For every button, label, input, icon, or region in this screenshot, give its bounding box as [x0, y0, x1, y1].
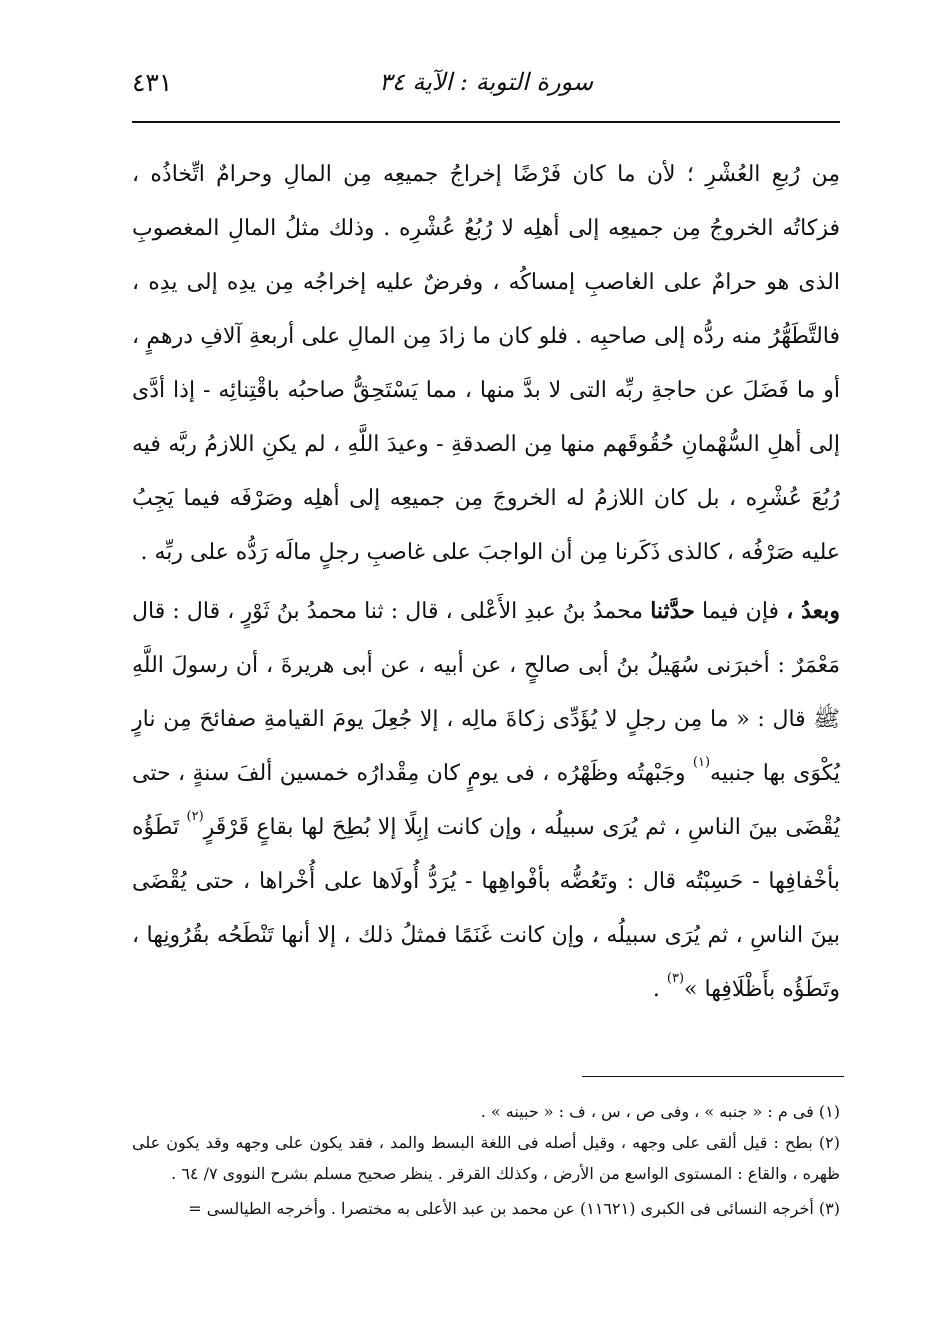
paragraph-1	[132, 148, 840, 580]
text-line: قال مَعْمَرٌ : أخبرَنى سُهَيلُ بنُ أبى صالحٍ ، عن أبيه ، عن أبى هريرةَ ، أن	[132, 599, 840, 678]
main-text	[132, 148, 840, 1017]
text-line: تَطَؤُه بأخْفافِها - حَسِبْتُه قال : وتَعُضُّه بأفْواهِها - يُرَدُّ أُولَاها على أُخْراها ، حتى	[132, 815, 840, 894]
footnotes	[132, 1096, 840, 1224]
text-line: غاصبِ رجلٍ مالَه رَدُّه على ربِّه .	[140, 540, 426, 565]
text-fragment: فإن فيما	[694, 599, 787, 624]
footnote-marker-2[interactable]: (٢)	[186, 809, 204, 824]
text-line: صاحبِه . فلو كان ما زادَ مِن المالِ على أربعةِ آلافِ درهمٍ ، أو ما فَضَلَ عن حاجةِ ربِّه التى	[132, 324, 840, 403]
text-line: مِن رُبعِ العُشْرِ ؛ لأن ما كان فَرْضًا إخراجُ جميعِه مِن المالِ وحرامٌ اتِّخاذُه ، فزكاتُه	[132, 162, 840, 241]
text-line: جميعِه إلى أهلِه وصَرْفَه فيما يَجِبُ عليه صَرْفُه ، كالذى ذَكَرنا مِن أن الواجبَ على	[132, 486, 840, 565]
paragraph-2	[132, 584, 840, 1017]
text-line: يُقْضَى بينَ الناسِ ، ثم يُرَى سبيلُه ، وإن كانت غَنَمًا فمثلُ ذلك ، إلا أنها تَنْطَحُه	[132, 869, 840, 948]
page-number: ٤٣١	[132, 68, 173, 97]
footnote-line: (٢) بطح : قيل ألقى على وجهه ، وقيل أصله فى اللغة البسط والمد ، فقد يكون على وجهه وقد	[205, 1133, 840, 1152]
footnote-line: النووى ٧/ ٦٤ .	[171, 1164, 266, 1183]
footnote-marker-3[interactable]: (٣)	[666, 971, 685, 986]
text-fragment: بقُرُونِها ، وتَطَؤُه بأَظْلَافِها »	[132, 923, 840, 1002]
text-line: الصدقةِ - وعيدَ اللَّهِ ، لم يكنِ اللازمُ ربَّه فيه رُبُعَ عُشْرِه ، بل كان اللازمُ له الخروجَ مِن	[132, 432, 840, 511]
text-fragment: مِن نارٍ يُكْوَى بها جنبيه	[132, 707, 841, 786]
page-header	[132, 64, 840, 114]
text-fragment: محمدُ بنُ عبدِ الأَعْلى ، قال : ثنا محمدُ بنُ ثَوْرٍ ، قال :	[172, 599, 651, 624]
footnote-line: يكون على ظهره ، والقاع : المستوى الواسع من الأرض ، وكذلك القرقر . ينظر صحيح مسلم بشرح	[132, 1133, 840, 1183]
footnote-separator	[582, 1076, 844, 1077]
text-line: رسولَ اللَّهِ ﷺ قال : « ما مِن رجلٍ لا يُؤَدِّى زكاةَ مالِه ، إلا جُعِلَ يومَ القيامةِ صفائحَ	[132, 653, 840, 732]
text-fragment: وجَبْهتُه وظَهْرُه ، فى يومٍ كان مِقْدارُه خمسين ألفَ سنةٍ ،	[178, 761, 693, 786]
footnote-marker-1[interactable]: (١)	[692, 755, 711, 770]
footnote-3: (٣) أخرجه النسائى فى الكبرى (١١٦٢١) عن محمد بن عبد الأعلى به مختصرا . وأخرجه الطيالسى =	[188, 1199, 840, 1218]
text-line: لا بدَّ منها ، مما يَسْتَحِقُّ صاحبُه باقْتِنائِه - إذا أدَّى إلى أهلِ السُّهْمانِ حُقُوقَهم منها مِن	[132, 378, 840, 457]
text-line: الخروجُ مِن جميعِه إلى أهلِه لا رُبُعُ عُشْرِه . وذلك مثلُ المالِ المغصوبِ الذى هو حرامٌ	[132, 216, 840, 295]
text-fragment: .	[652, 977, 667, 1002]
header-rule	[132, 121, 840, 123]
running-title: سورة التوبة : الآية ٣٤	[378, 68, 594, 96]
footnote-1: (١) فى م : « جنبه » ، وفى ص ، س ، ف : « حبينه » .	[480, 1102, 840, 1121]
bold-haddathana: حدَّثنا	[650, 598, 695, 624]
footnote-2	[132, 1127, 840, 1189]
bold-opening: وبعدُ ،	[786, 598, 840, 624]
text-line: على الغاصبِ إمساكُه ، وفرضٌ عليه إخراجُه مِن يدِه إلى يدِه ، فالتَّطَهُّرُ منه ردُّه إلى	[132, 270, 841, 349]
text-fragment: حتى يُقْضَى بينَ الناسِ ، ثم يُرَى سبيلُه ، وإن كانت إبِلًا إلا بُطِحَ لها بقاعٍ قَرْقَرٍ	[132, 761, 840, 840]
